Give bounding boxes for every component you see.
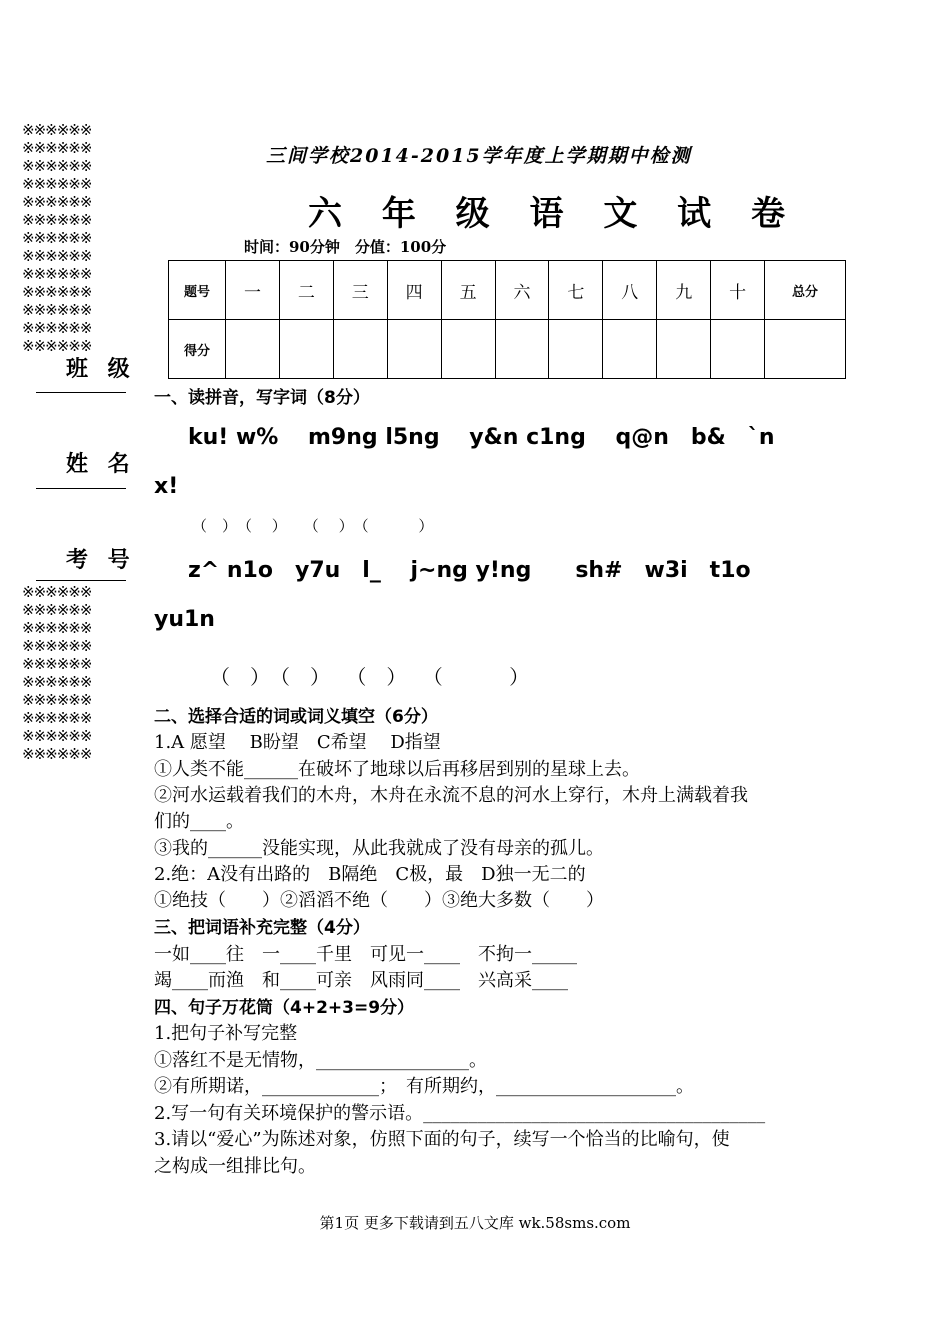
section2-heading: 二、选择合适的词或词义填空（6分） <box>154 707 438 727</box>
s4-line-2: ①落红不是无情物，_________________。 <box>154 1050 487 1071</box>
score-cell[interactable] <box>495 320 549 379</box>
col-header: 九 <box>657 261 711 320</box>
col-header: 三 <box>333 261 387 320</box>
section4-heading: 四、句子万花筒（4+2+3=9分） <box>154 998 415 1018</box>
s2-line-6: 2.绝：A没有出路的 B隔绝 C极，最 D独一无二的 <box>154 864 586 885</box>
s2-line-7: ①绝技（ ）②滔滔不绝（ ）③绝大多数（ ） <box>154 890 604 911</box>
col-header-total: 总分 <box>765 261 846 320</box>
col-header: 七 <box>549 261 603 320</box>
exam-title: 六 年 级 语 文 试 卷 <box>308 194 800 234</box>
sidebar-pattern-bottom: ※※※※※※ ※※※※※※ ※※※※※※ ※※※※※※ ※※※※※※ ※※※※※※ ※※※※※※ ※※※※※※ ※※※※※※ ※※※※※※ <box>22 583 92 763</box>
row-label-question: 题号 <box>169 261 226 320</box>
col-header: 二 <box>279 261 333 320</box>
score-cell[interactable] <box>711 320 765 379</box>
s2-line-3: ②河水运载着我们的木舟，木舟在永流不息的河水上穿行，木舟上满载着我 <box>154 785 748 806</box>
id-line <box>36 580 126 581</box>
s3-line-2: 竭____而渔 和____可亲 风雨同____ 兴高采____ <box>154 970 568 991</box>
col-header: 一 <box>226 261 280 320</box>
table-row <box>169 261 846 320</box>
id-label: 考 号 <box>66 548 136 573</box>
col-header: 十 <box>711 261 765 320</box>
s4-line-4: 2.写一句有关环境保护的警示语。______________________________________ <box>154 1103 766 1124</box>
s4-line-1: 1.把句子补写完整 <box>154 1023 298 1044</box>
s2-line-5: ③我的______没能实现，从此我就成了没有母亲的孤儿。 <box>154 838 604 859</box>
pinyin-line-1: ku! w% m9ng l5ng y&n c1ng q@n b& `n <box>188 425 775 450</box>
score-cell[interactable] <box>549 320 603 379</box>
sidebar-pattern-top: ※※※※※※ ※※※※※※ ※※※※※※ ※※※※※※ ※※※※※※ ※※※※※※ ※※※※※※ ※※※※※※ ※※※※※※ ※※※※※※ ※※※※※※ ※※※※※※ ※※※※※※ <box>22 121 92 355</box>
page-footer: 第1页 更多下载请到五八文库 wk.58sms.com <box>319 1214 631 1232</box>
row-label-score: 得分 <box>169 320 226 379</box>
s2-line-1: 1.A 愿望 B盼望 C希望 D指望 <box>154 732 441 753</box>
score-cell[interactable] <box>333 320 387 379</box>
col-header: 四 <box>387 261 441 320</box>
exam-subtitle: 三间学校2014-2015学年度上学期期中检测 <box>266 145 692 167</box>
exam-meta: 时间：90分钟 分值：100分 <box>244 238 447 256</box>
pinyin-line-1b: x! <box>154 474 179 499</box>
s2-line-4: 们的____。 <box>154 811 244 832</box>
score-table <box>168 260 846 379</box>
section1-heading: 一、读拼音，写字词（8分） <box>154 388 370 408</box>
class-line <box>36 392 126 393</box>
score-cell[interactable] <box>279 320 333 379</box>
score-cell[interactable] <box>765 320 846 379</box>
score-cell[interactable] <box>603 320 657 379</box>
pinyin-line-2b: yu1n <box>154 607 215 632</box>
s4-line-6: 之构成一组排比句。 <box>154 1156 316 1177</box>
table-row <box>169 320 846 379</box>
score-cell[interactable] <box>387 320 441 379</box>
score-cell[interactable] <box>441 320 495 379</box>
col-header: 五 <box>441 261 495 320</box>
s3-line-1: 一如____往 一____千里 可见一____ 不拘一_____ <box>154 944 577 965</box>
answer-parens-1: （ ） （ ） （ ） （ ） <box>192 517 434 535</box>
name-line <box>36 488 126 489</box>
class-label: 班 级 <box>66 357 136 382</box>
answer-parens-2: （ ） （ ） （ ） （ ） <box>210 665 530 689</box>
s4-line-3: ②有所期诺，_____________； 有所期约，____________________。 <box>154 1076 694 1097</box>
pinyin-line-2: z^ n1o y7u l_ j~ng y!ng sh# w3i t1o <box>188 558 751 583</box>
name-label: 姓 名 <box>66 452 136 477</box>
col-header: 八 <box>603 261 657 320</box>
s2-line-2: ①人类不能______在破坏了地球以后再移居到别的星球上去。 <box>154 759 640 780</box>
section3-heading: 三、把词语补充完整（4分） <box>154 918 370 938</box>
score-cell[interactable] <box>226 320 280 379</box>
score-cell[interactable] <box>657 320 711 379</box>
s4-line-5: 3.请以“爱心”为陈述对象，仿照下面的句子，续写一个恰当的比喻句，使 <box>154 1129 730 1150</box>
col-header: 六 <box>495 261 549 320</box>
